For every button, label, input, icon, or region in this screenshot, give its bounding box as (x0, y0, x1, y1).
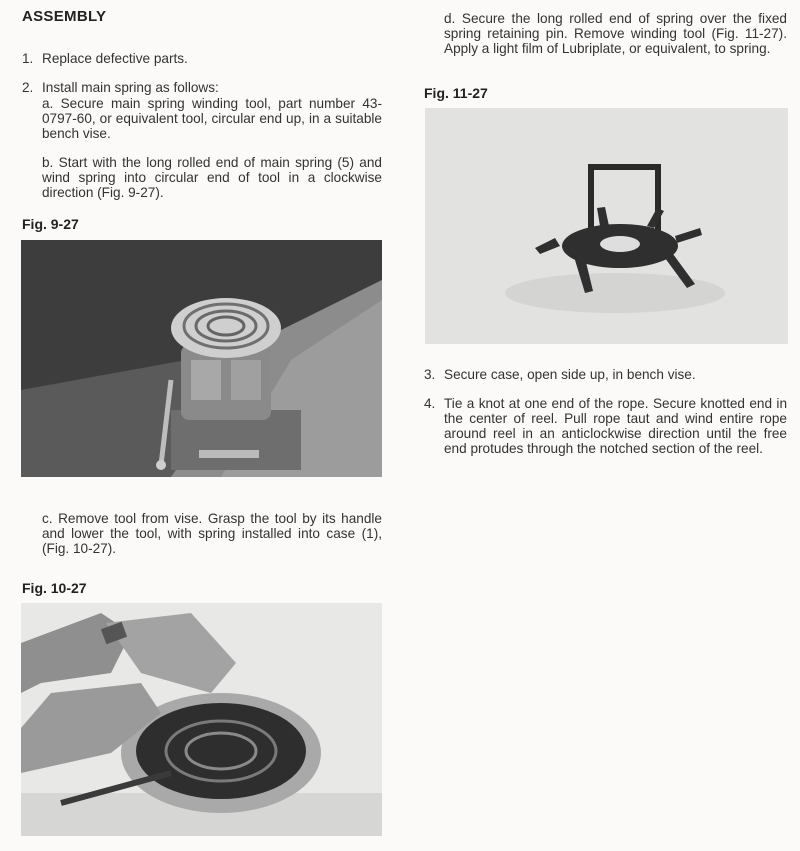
figure-label: Fig. 10-27 (22, 580, 87, 596)
step-2a: a. Secure main spring winding tool, part number 43-0797-60, or equivalent tool, circular end up, in a suitable bench vise. (42, 96, 382, 141)
step-1 (22, 51, 382, 67)
step-2d: d. Secure the long rolled end of spring over the fixed spring retaining pin. Remove winding tool (Fig. 11-27). Apply a light film of Lubriplate, or equivalent, to spring. (444, 11, 787, 56)
step-2c: c. Remove tool from vise. Grasp the tool by its handle and lower the tool, with spring installed into case (1), (Fig. 10-27). (42, 511, 382, 556)
figure-10-27-photo (21, 603, 382, 836)
step-4 (424, 396, 787, 476)
step-2 (22, 80, 382, 96)
step-text: Secure case, open side up, in bench vise. (444, 367, 696, 382)
step-number: 1. (22, 51, 34, 66)
figure-9-27-photo (21, 240, 382, 477)
section-heading: ASSEMBLY (22, 8, 107, 25)
step-number: 3. (424, 367, 436, 382)
figure-label: Fig. 9-27 (22, 216, 79, 232)
figure-11-27-photo (425, 108, 788, 344)
step-text: Tie a knot at one end of the rope. Secure knotted end in the center of reel. Pull rope taut and wind entire rope around reel in an anticlockwise direction until the free end protudes through the notched section of the reel. (444, 396, 787, 456)
step-number: 4. (424, 396, 436, 411)
step-text: Install main spring as follows: (42, 80, 219, 95)
figure-label: Fig. 11-27 (424, 85, 488, 101)
step-number: 2. (22, 80, 34, 95)
step-text: Replace defective parts. (42, 51, 188, 66)
step-3 (424, 367, 787, 383)
step-2b: b. Start with the long rolled end of main spring (5) and wind spring into circular end of tool in a clockwise direction (Fig. 9-27). (42, 155, 382, 200)
